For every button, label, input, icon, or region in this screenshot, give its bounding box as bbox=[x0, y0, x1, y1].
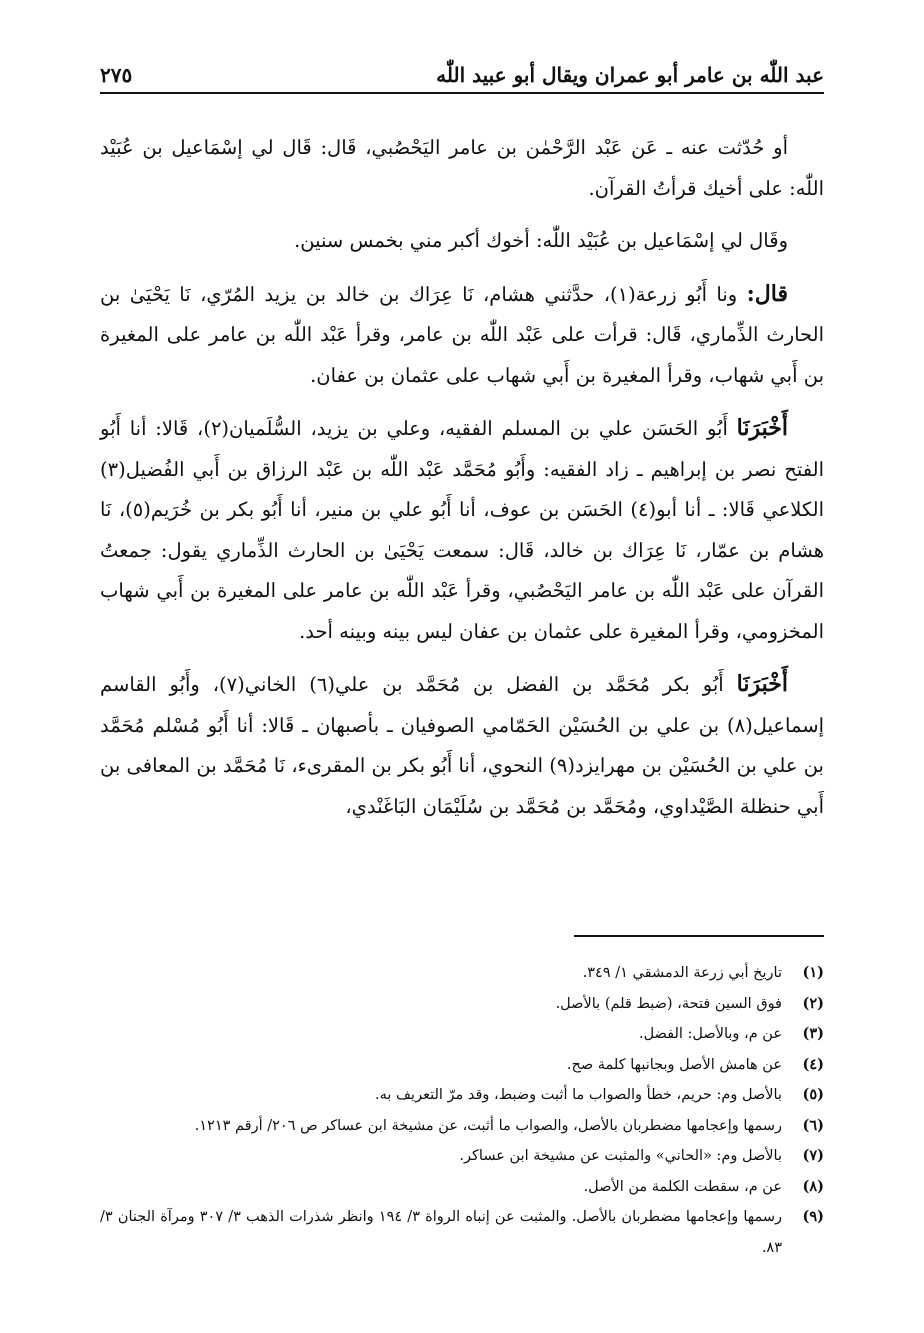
footnote-item bbox=[100, 1141, 824, 1172]
footnote-number: (٢) bbox=[802, 994, 824, 1012]
paragraph-lead: أَخْبَرَنَا bbox=[736, 415, 788, 441]
page-number: ٢٧٥ bbox=[100, 63, 133, 87]
footnote-separator bbox=[574, 935, 824, 937]
main-text bbox=[100, 128, 824, 839]
paragraph-text: وقَال لي إسْمَاعيل بن عُبَيْد اللّٰه: أخوك أكبر مني بخمس سنين. bbox=[294, 229, 788, 252]
footnote-item bbox=[100, 989, 824, 1020]
footnote-text: رسمها وإعجامها مضطربان بالأصل. والمثبت عن إنباه الرواة ٣/ ١٩٤ وانظر شذرات الذهب ٣/ ٣٠٧ ومرآة الجنان ٣/ ٨٣. bbox=[100, 1209, 782, 1256]
paragraph bbox=[100, 274, 824, 397]
footnote-item bbox=[100, 1080, 824, 1111]
footnote-text: عن هامش الأصل وبجانبها كلمة صح. bbox=[566, 1056, 782, 1073]
footnote-number: (٥) bbox=[802, 1086, 824, 1103]
footnote-number: (٩) bbox=[802, 1208, 824, 1225]
paragraph-lead: أَخْبَرَنَا bbox=[736, 671, 788, 697]
footnote-item bbox=[100, 1172, 824, 1203]
footnote-item bbox=[100, 1111, 824, 1142]
footnote-text: بالأصل وم: حريم، خطأ والصواب ما أثبت وضبط، وقد مرّ التعريف به. bbox=[375, 1087, 782, 1103]
footnote-number: (٣) bbox=[802, 1025, 824, 1042]
footnote-text: رسمها وإعجامها مضطربان بالأصل، والصواب ما أثبت، عن مشيخة ابن عساكر ص ٢٠٦/ أرقم ١٢١٣. bbox=[194, 1117, 782, 1134]
footnote-text: فوق السين فتحة، (ضبط قلم) بالأصل. bbox=[555, 995, 782, 1012]
footnote-number: (٨) bbox=[802, 1177, 824, 1195]
footnote-text: عن م، سقطت الكلمة من الأصل. bbox=[583, 1178, 782, 1195]
footnote-item bbox=[100, 1019, 824, 1050]
running-header bbox=[100, 58, 824, 94]
header-title: عبد اللّٰه بن عامر أبو عمران ويقال أبو عبيد اللّٰه bbox=[436, 63, 824, 87]
paragraph-text: أو حُدّثت عنه ـ عَن عَبْد الرَّحْمٰن بن عامر اليَحْصُبي، قَال: قَال لي إسْمَاعيل بن عُبَيْد اللّٰه: على أخيك قرأتُ القرآن. bbox=[100, 136, 824, 200]
footnotes bbox=[100, 958, 824, 1263]
paragraph bbox=[100, 408, 824, 652]
footnote-item bbox=[100, 1050, 824, 1081]
paragraph-lead: قال: bbox=[746, 280, 788, 307]
footnote-text: تاريخ أبي زرعة الدمشقي ١/ ٣٤٩. bbox=[582, 965, 782, 981]
footnote-item bbox=[100, 1202, 824, 1263]
paragraph-text: ونا أَبُو زرعة(١)، حدَّثني هشام، نَا عِرَاك بن خالد بن يزيد المُرّي، نَا يَحْيَىٰ بن الحارث الذِّماري، قَال: قرأت على عَبْد اللّٰه بن عامر، وقرأ عَبْد اللّٰه بن عامر على المغيرة بن أَبي شهاب، وقرأ المغيرة بن أَبي شهاب على عثمان بن عفان. bbox=[100, 282, 824, 387]
footnote-text: بالأصل وم: «الحاني» والمثبت عن مشيخة ابن عساكر. bbox=[459, 1148, 782, 1164]
paragraph-text: أَبُو الحَسَن علي بن المسلم الفقيه، وعلي بن يزيد، السُّلَميان(٢)، قَالا: أنا أَبُو الفتح نصر بن إبراهيم ـ زاد الفقيه: وأَبُو مُحَمَّد عَبْد اللّٰه بن عَبْد الرزاق بن أَبي الفُضيل(٣) الكلاعي قَالا: ـ أنا أبو(٤) الحَسَن بن عوف، أنا أَبُو علي بن منير، أنا أَبُو بكر بن خُرَيم(٥)، نَا هشام بن عمّار، نَا عِرَاك بن خالد، قَال: سمعت يَحْيَىٰ بن الحارث الذِّماري يقول: جمعتُ القرآن على عَبْد اللّٰه بن عامر اليَحْصُبي، وقرأ عَبْد اللّٰه بن عامر على المغيرة بن أَبي شهاب المخزومي، وقرأ المغيرة على عثمان بن عفان ليس بينه وبينه أحد. bbox=[100, 417, 824, 643]
footnote-item bbox=[100, 958, 824, 989]
paragraph bbox=[100, 664, 824, 827]
paragraph-text: أَبُو بكر مُحَمَّد بن الفضل بن مُحَمَّد بن علي(٦) الخاني(٧)، وأَبُو القاسم إسماعيل(٨) بن علي بن الحُسَيْن الحَمّامي الصوفيان ـ بأصبهان ـ قَالا: أنا أَبُو مُسْلم مُحَمَّد بن علي بن الحُسَيْن بن مهرايزد(٩) النحوي، أنا أَبُو بكر بن المقرىء، نَا مُحَمَّد بن المعافى بن أَبي حنظلة الصَّيْداوي، ومُحَمَّد بن مُحَمَّد بن سُلَيْمَان البَاغَنْدي، bbox=[100, 673, 824, 818]
paragraph bbox=[100, 128, 824, 209]
footnote-text: عن م، وبالأصل: الفضل. bbox=[638, 1026, 782, 1042]
footnote-number: (٧) bbox=[802, 1147, 824, 1164]
footnote-number: (٤) bbox=[802, 1055, 824, 1073]
footnote-number: (١) bbox=[802, 964, 824, 981]
paragraph bbox=[100, 221, 824, 262]
footnote-number: (٦) bbox=[802, 1116, 824, 1134]
